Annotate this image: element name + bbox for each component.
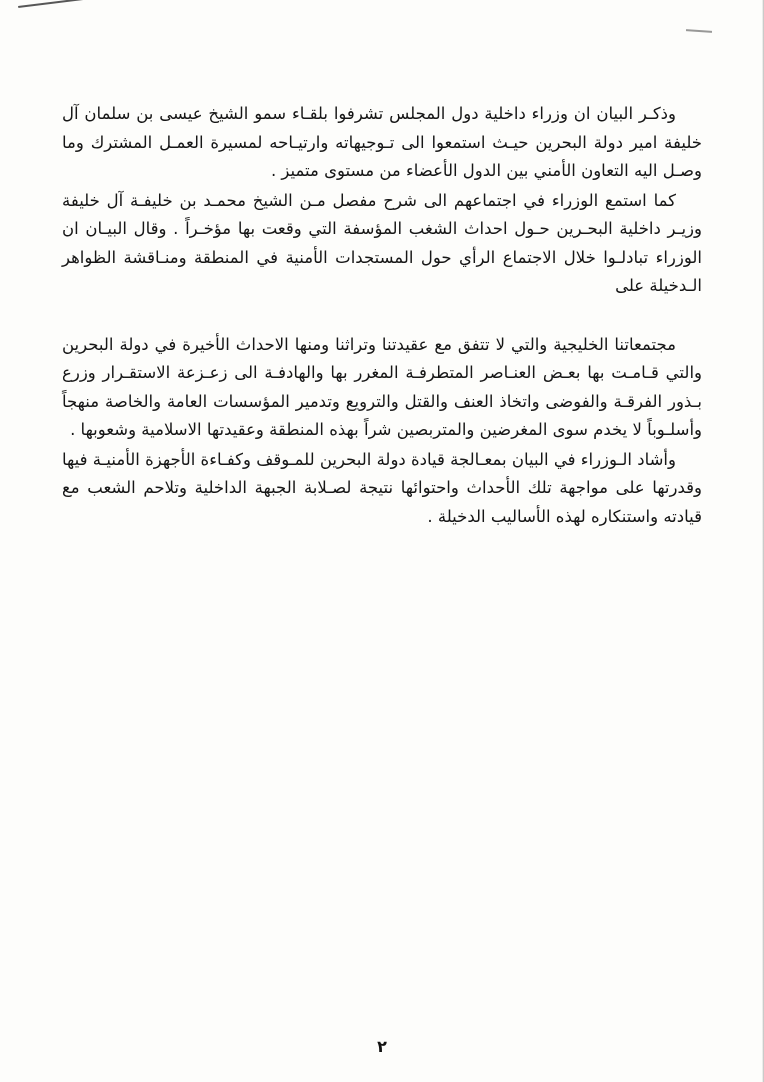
scan-artifact-mark: [686, 29, 712, 33]
page-number: ٢: [377, 1037, 387, 1056]
paragraph-3: مجتمعاتنا الخليجية والتي لا تتفق مع عقيدتنا وتراثنا ومنها الاحداث الأخيرة في دولة البحرين والتي قـامـت بها بعـض العنـاصر المتطرفـة المغرر بها والهادفـة الى زعـزعة الاستقـرار وزرع بـذور الفرقـة والفوضى واتخاذ العنف والقتل والترويع وتدمير المؤسسات العامة والخاصة منهجاً وأسلـوباً لا يخدم سوى المغرضين والمتربصين شراً بهذه المنطقة وعقيدتها الاسلامية وشعوبها .: [62, 334, 702, 439]
document-body-text: [62, 100, 702, 532]
scan-artifact-corner-line: [18, 0, 96, 8]
paragraph-1: وذكـر البيان ان وزراء داخلية دول المجلس تشرفوا بلقـاء سمو الشيخ عيسى بن سلمان آل خليفة امير دولة البحرين حيـث استمعوا الى تـوجيهاته وارتيـاحه لمسيرة العمـل المشترك وما وصـل اليه التعاون الأمني بين الدول الأعضاء من مستوى متميز .: [62, 104, 702, 180]
paragraph-2: كما استمع الوزراء في اجتماعهم الى شرح مفصل مـن الشيخ محمـد بن خليفـة آل خليفة وزيـر داخلية البحـرين حـول احداث الشغب المؤسفة التي وقعت بها مؤخـراً . وقال البيـان ان الوزراء تبادلـوا خلال الاجتماع الرأي حول المستجدات الأمنية في المنطقة ومنـاقشة الظواهر الـدخيلة على: [62, 190, 702, 295]
paragraph-4: وأشاد الـوزراء في البيان بمعـالجة قيادة دولة البحرين للمـوقف وكفـاءة الأجهزة الأمنيـة فيها وقدرتها على مواجهة تلك الأحداث واحتوائها نتيجة لصـلابة الجبهة الداخلية وتلاحم الشعب مع قيادته واستنكاره لهذه الأساليب الدخيلة .: [62, 449, 702, 526]
